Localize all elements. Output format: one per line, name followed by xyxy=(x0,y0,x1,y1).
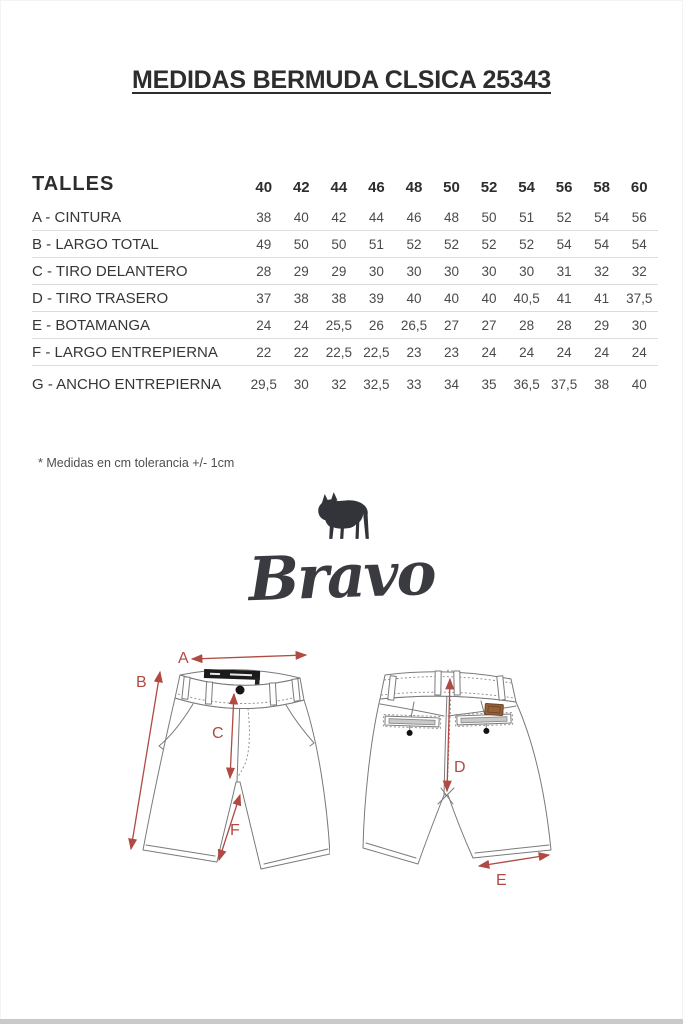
size-col-header: 44 xyxy=(330,179,348,196)
brand-wordmark: Bravo xyxy=(247,538,436,616)
measure-value: 24 xyxy=(293,317,309,333)
measure-label: G - ANCHO ENTREPIERNA xyxy=(32,376,222,393)
measure-value: 42 xyxy=(331,209,347,225)
measure-value: 48 xyxy=(443,209,460,225)
size-col-header: 40 xyxy=(255,179,273,196)
measure-values xyxy=(245,345,658,360)
measure-value: 38 xyxy=(594,377,610,392)
measure-value: 24 xyxy=(556,344,572,360)
measure-value: 41 xyxy=(594,290,610,306)
measure-value: 27 xyxy=(443,317,460,333)
size-col-header: 54 xyxy=(518,179,535,196)
arrow-e xyxy=(479,855,549,889)
label-d: D xyxy=(454,759,466,776)
measure-value: 30 xyxy=(293,377,309,392)
measure-value: 23 xyxy=(406,344,422,360)
shorts-front-outline xyxy=(143,698,330,869)
measure-value: 49 xyxy=(256,236,272,252)
measure-value: 28 xyxy=(519,317,535,333)
measure-value: 22 xyxy=(293,344,309,360)
measure-values xyxy=(245,237,658,252)
measure-value: 38 xyxy=(256,209,272,225)
label-a: A xyxy=(178,650,189,667)
measure-value: 52 xyxy=(406,236,422,252)
measure-values xyxy=(245,264,658,279)
brand-block xyxy=(0,489,683,616)
photo-edge-strip xyxy=(0,1019,683,1024)
measure-value: 32,5 xyxy=(363,377,390,392)
size-table-body xyxy=(32,204,658,398)
measure-value: 24 xyxy=(519,344,535,360)
label-b: B xyxy=(136,674,147,691)
measure-value: 52 xyxy=(481,236,497,252)
measure-value: 29,5 xyxy=(250,377,277,392)
size-col-header: 50 xyxy=(443,179,460,196)
label-c: C xyxy=(212,725,224,742)
size-col-header: 56 xyxy=(555,179,573,196)
measure-label: C - TIRO DELANTERO xyxy=(32,262,188,280)
measure-value: 28 xyxy=(256,263,272,279)
leather-patch-label xyxy=(485,703,504,715)
measure-value: 38 xyxy=(293,290,309,306)
measure-value: 30 xyxy=(481,263,497,279)
measure-value: 26 xyxy=(368,317,384,333)
table-row xyxy=(32,258,658,285)
measure-value: 40 xyxy=(293,209,309,225)
measure-value: 35 xyxy=(481,377,497,392)
measure-value: 28 xyxy=(556,317,572,333)
measure-value: 46 xyxy=(406,209,422,225)
measure-value: 52 xyxy=(519,236,535,252)
measure-value: 37,5 xyxy=(626,290,653,306)
size-header-row xyxy=(32,166,658,196)
measure-value: 30 xyxy=(368,263,384,279)
measure-value: 27 xyxy=(481,317,497,333)
tolerance-footnote: * Medidas en cm tolerancia +/- 1cm xyxy=(38,456,235,470)
measure-value: 37,5 xyxy=(551,377,578,392)
measure-values xyxy=(245,291,658,306)
table-row xyxy=(32,312,658,339)
measure-value: 26,5 xyxy=(400,317,428,333)
size-col-header: 60 xyxy=(630,179,648,196)
size-col-header: 58 xyxy=(593,179,611,196)
table-row xyxy=(32,366,658,398)
measure-value: 29 xyxy=(594,317,610,333)
measure-value: 52 xyxy=(443,236,460,252)
measure-value: 23 xyxy=(443,344,460,360)
measure-value: 32 xyxy=(331,377,347,392)
measure-value: 30 xyxy=(631,317,647,333)
measure-value: 22,5 xyxy=(325,344,352,360)
measure-value: 29 xyxy=(331,263,347,279)
measure-value: 24 xyxy=(481,344,497,360)
measure-value: 40,5 xyxy=(513,290,540,306)
measure-label: E - BOTAMANGA xyxy=(32,316,151,334)
size-table xyxy=(32,166,658,398)
arrow-a xyxy=(178,650,306,667)
table-row xyxy=(32,231,658,258)
measure-value: 32 xyxy=(594,263,610,279)
measure-value: 40 xyxy=(481,290,497,306)
back-view-sketch xyxy=(360,652,580,890)
measure-value: 54 xyxy=(594,236,610,252)
measure-value: 54 xyxy=(594,209,610,225)
measure-value: 30 xyxy=(519,263,535,279)
measure-value: 29 xyxy=(293,263,309,279)
measure-value: 38 xyxy=(331,290,347,306)
measure-value: 52 xyxy=(556,209,572,225)
size-header-cols xyxy=(245,179,658,196)
measure-label: B - LARGO TOTAL xyxy=(32,235,159,253)
measure-value: 51 xyxy=(368,236,384,252)
measure-value: 24 xyxy=(256,317,272,333)
page-title: MEDIDAS BERMUDA CLSICA 25343 xyxy=(131,66,551,94)
bulldog-logo-icon xyxy=(310,489,374,549)
measure-value: 40 xyxy=(406,290,422,306)
measure-label: F - LARGO ENTREPIERNA xyxy=(32,343,218,361)
measure-value: 50 xyxy=(331,236,347,252)
measure-value: 30 xyxy=(443,263,460,279)
measure-value: 24 xyxy=(631,344,647,360)
front-view-sketch xyxy=(80,642,330,877)
measure-value: 40 xyxy=(631,377,647,392)
measure-value: 34 xyxy=(443,377,460,392)
measure-value: 44 xyxy=(368,209,384,225)
measure-values xyxy=(245,318,658,333)
measure-label: A - CINTURA xyxy=(32,208,122,226)
table-row xyxy=(32,339,658,366)
measure-value: 40 xyxy=(443,290,460,306)
measure-value: 32 xyxy=(631,263,647,279)
measure-value: 31 xyxy=(556,263,572,279)
measure-value: 22,5 xyxy=(363,344,390,360)
table-row xyxy=(32,204,658,231)
measure-value: 37 xyxy=(256,290,272,306)
waist-button xyxy=(236,686,245,695)
size-col-header: 42 xyxy=(292,179,310,196)
label-e: E xyxy=(496,872,507,889)
measure-value: 54 xyxy=(556,236,572,252)
measure-value: 30 xyxy=(406,263,422,279)
measure-value: 24 xyxy=(594,344,610,360)
measure-value: 25,5 xyxy=(325,317,352,333)
measure-label: D - TIRO TRASERO xyxy=(32,289,169,307)
measure-value: 39 xyxy=(368,290,384,306)
measure-value: 56 xyxy=(631,209,647,225)
measure-values xyxy=(245,377,658,392)
table-row xyxy=(32,285,658,312)
size-col-header: 46 xyxy=(368,179,385,196)
measure-value: 50 xyxy=(293,236,309,252)
measure-value: 54 xyxy=(631,236,647,252)
measure-values xyxy=(245,210,658,225)
size-col-header: 48 xyxy=(405,179,423,196)
size-col-header: 52 xyxy=(480,179,498,196)
measure-value: 41 xyxy=(556,290,572,306)
measure-value: 51 xyxy=(519,209,535,225)
table-header-label: TALLES xyxy=(32,173,115,195)
measure-value: 22 xyxy=(256,344,272,360)
measure-value: 36,5 xyxy=(513,377,540,392)
measure-value: 33 xyxy=(406,377,422,392)
label-f: F xyxy=(230,822,240,839)
measure-value: 50 xyxy=(481,209,497,225)
